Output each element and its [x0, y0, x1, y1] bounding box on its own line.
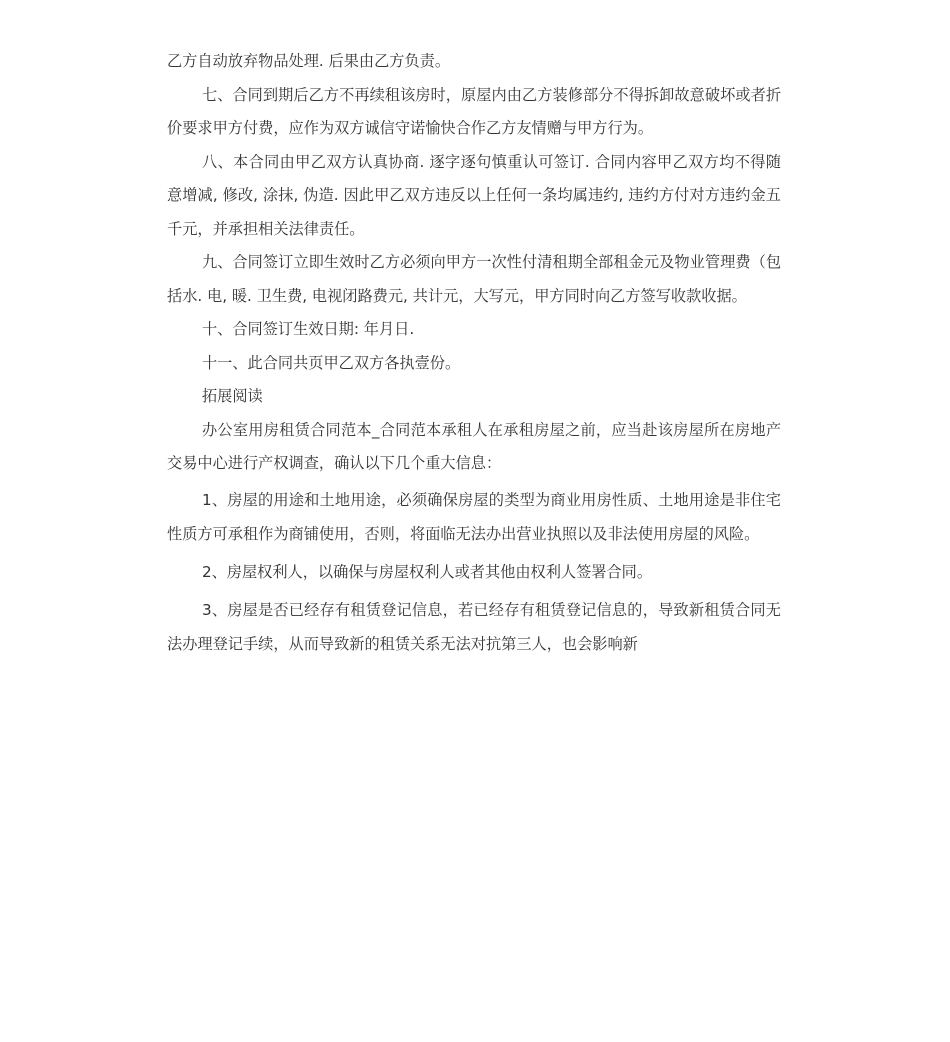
extended-reading-intro: 办公室用房租赁合同范本_合同范本承租人在承租房屋之前，应当赴该房屋所在房地产交易中心进行产权调查，确认以下几个重大信息：	[167, 420, 781, 472]
extended-reading-heading: 拓展阅读	[201, 387, 263, 405]
list-item: 2、房屋权利人，以确保与房屋权利人或者其他由权利人签署合同。	[201, 562, 653, 581]
paragraph-continuation: 乙方自动放弃物品处理. 后果由乙方负责。	[167, 52, 451, 70]
clause-seven: 七、合同到期后乙方不再续租该房时，原屋内由乙方装修部分不得拆卸故意破坏或者折价要求甲方付费，应作为双方诚信守诺愉快合作乙方友情赠与甲方行为。	[167, 85, 781, 137]
clause-eight: 八、本合同由甲乙双方认真协商. 逐字逐句慎重认可签订. 合同内容甲乙双方均不得随意增减, 修改, 涂抹, 伪造. 因此甲乙双方违反以上任何一条均属违约, 违约方付对方违约金五千元，并承担相关法律责任。	[167, 152, 781, 238]
clause-nine: 九、合同签订立即生效时乙方必须向甲方一次性付清租期全部租金元及物业管理费（包括水. 电, 暖. 卫生费, 电视闭路费元, 共计元，大写元，甲方同时向乙方签写收款收据。	[167, 253, 781, 305]
list-item: 3、房屋是否已经存有租赁登记信息，若已经存有租赁登记信息的，导致新租赁合同无法办理登记手续，从而导致新的租赁关系无法对抗第三人，也会影响新	[167, 600, 781, 653]
clause-eleven: 十一、此合同共页甲乙双方各执壹份。	[201, 353, 461, 372]
clause-ten: 十、合同签订生效日期: 年月日.	[201, 320, 415, 338]
list-item: 1、房屋的用途和土地用途，必须确保房屋的类型为商业用房性质、土地用途是非住宅性质方可承租作为商铺使用，否则，将面临无法办出营业执照以及非法使用房屋的风险。	[167, 490, 781, 543]
document-body	[167, 45, 781, 665]
